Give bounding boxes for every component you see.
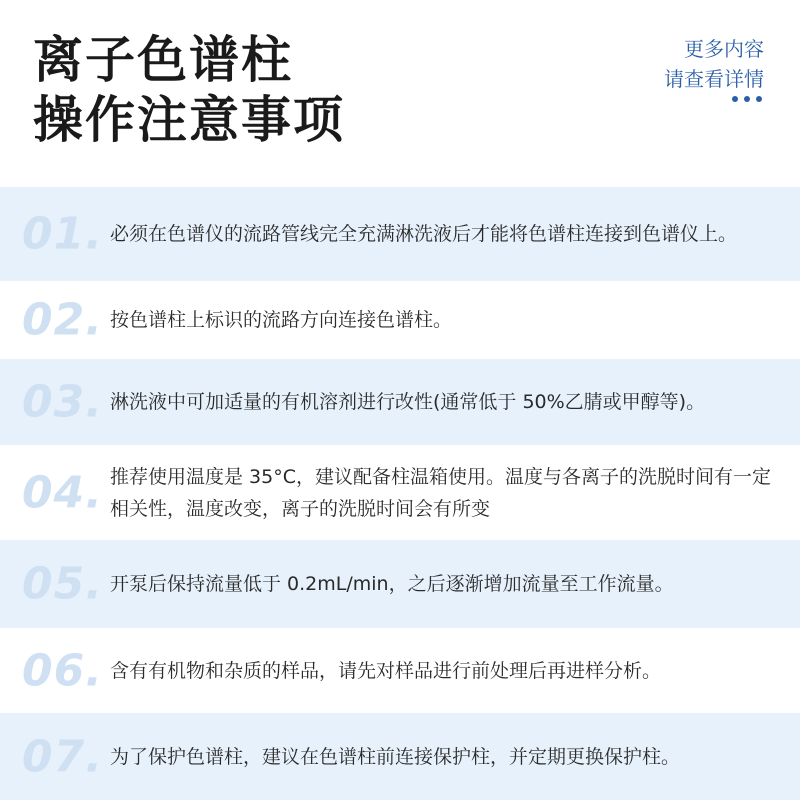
list-item	[0, 628, 800, 713]
list-item	[0, 187, 800, 281]
item-text: 必须在色谱仪的流路管线完全充满淋洗液后才能将色谱柱连接到色谱仪上。	[110, 223, 738, 245]
item-text: 含有有机物和杂质的样品，请先对样品进行前处理后再进样分析。	[110, 659, 662, 682]
more-line-2: 请查看详情	[664, 67, 764, 91]
list-item	[0, 281, 800, 359]
list-item	[0, 540, 800, 628]
item-number: 03.	[22, 376, 103, 428]
list-item	[0, 713, 800, 800]
item-number: 01.	[22, 208, 103, 260]
title-line-2: 操作注意事项	[33, 91, 345, 149]
item-text: 按色谱柱上标识的流路方向连接色谱柱。	[110, 309, 453, 331]
list-item	[0, 359, 800, 445]
item-text: 淋洗液中可加适量的有机溶剂进行改性(通常低于 50%乙腈或甲醇等)。	[110, 391, 706, 413]
page-title	[33, 30, 345, 150]
item-number: 06.	[22, 645, 103, 696]
item-text: 推荐使用温度是 35°C，建议配备柱温箱使用。温度与各离子的洗脱时间有一定相关性，温度改变，离子的洗脱时间会有所变	[110, 465, 771, 520]
item-text: 为了保护色谱柱，建议在色谱柱前连接保护柱，并定期更换保护柱。	[110, 745, 681, 768]
item-number: 07.	[22, 731, 103, 782]
title-line-1: 离子色谱柱	[33, 31, 293, 89]
item-number: 04.	[22, 467, 103, 518]
more-dots-icon	[722, 96, 762, 102]
more-details-link[interactable]	[664, 34, 764, 94]
header	[0, 0, 800, 185]
item-number: 02.	[22, 294, 103, 346]
item-number: 05.	[22, 558, 103, 610]
item-text: 开泵后保持流量低于 0.2mL/min，之后逐渐增加流量至工作流量。	[110, 573, 674, 595]
more-line-1: 更多内容	[684, 37, 764, 61]
list-item	[0, 445, 800, 540]
